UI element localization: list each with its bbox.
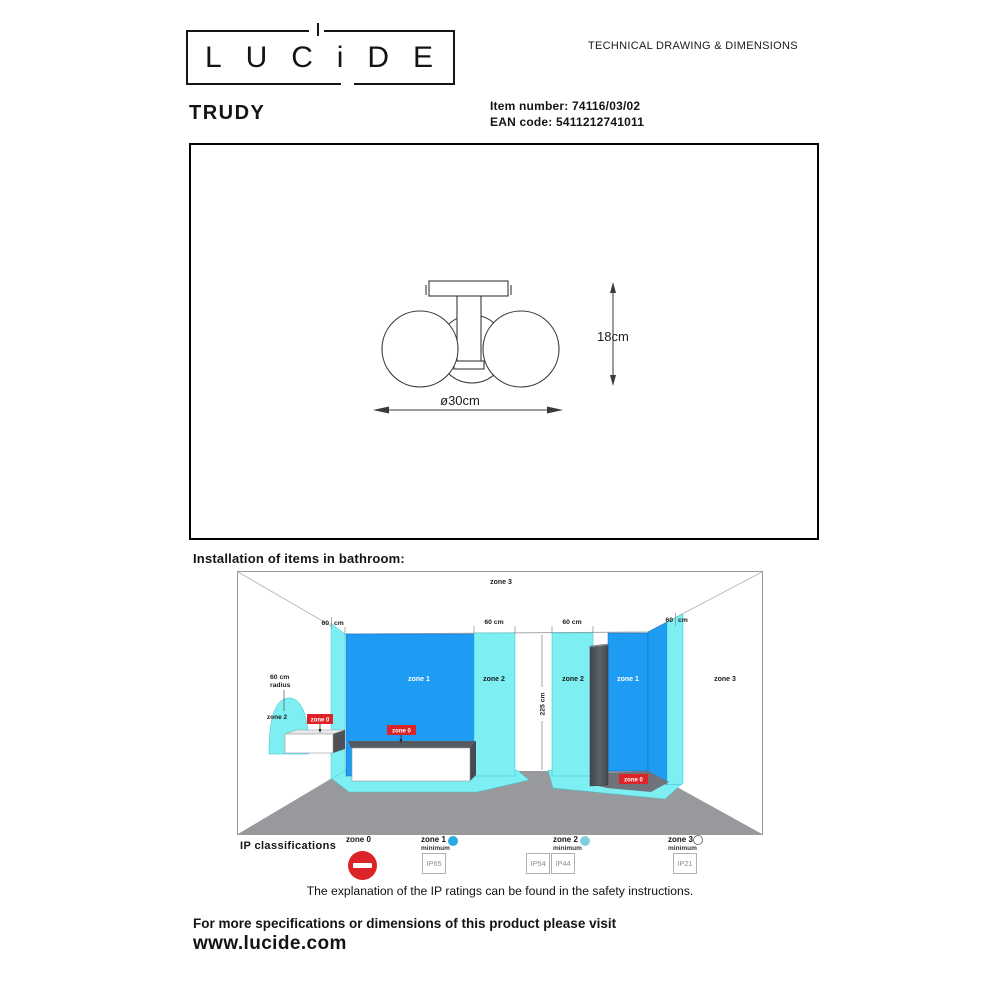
- legend-zone3-label: zone 3: [668, 835, 693, 844]
- zone3-circle-icon: [693, 835, 703, 845]
- bathtub-end-face: [470, 741, 476, 781]
- lucide-logo: [186, 30, 455, 85]
- ip44-rating-box: IP44: [551, 853, 575, 874]
- logo-letter: E: [412, 41, 433, 74]
- ean-value: 5411212741011: [556, 115, 645, 129]
- technical-drawing-panel: [189, 143, 819, 540]
- height-dimension: [597, 282, 629, 386]
- bathroom-section-title: Installation of items in bathroom:: [193, 551, 405, 566]
- ip-ratings-note: The explanation of the IP ratings can be found in the safety instructions.: [306, 884, 694, 898]
- legend-zone1: [420, 835, 490, 881]
- zone1-wall-shower: [608, 633, 648, 771]
- lamp-globe-right: [483, 311, 559, 387]
- bathtub-rim: [348, 741, 476, 748]
- legend-zone3-minimum: minimum: [668, 845, 697, 852]
- legend-zone0: [336, 835, 390, 881]
- item-number-line: [490, 99, 640, 113]
- legend-zone2-label: zone 2: [553, 835, 578, 844]
- no-entry-icon: [348, 851, 377, 880]
- height-225-dimension: [540, 635, 547, 770]
- legend-zone1-minimum: minimum: [421, 845, 450, 852]
- svg-text:zone 0: zone 0: [310, 717, 330, 724]
- zone2-shower-label: zone 2: [562, 676, 584, 683]
- legend-zone2: [525, 835, 615, 881]
- legend-zone0-label: zone 0: [346, 835, 371, 844]
- zone2-wall-bath: [474, 633, 515, 776]
- zone3-wall-label: zone 3: [714, 676, 736, 683]
- dim-60cm-left-a: 60: [321, 620, 329, 627]
- item-number-label: Item number:: [490, 99, 569, 113]
- lucide-website-link[interactable]: www.lucide.com: [193, 933, 347, 954]
- document-title: TECHNICAL DRAWING & DIMENSIONS: [588, 40, 798, 52]
- dim-60cm-bath: 60 cm: [484, 619, 504, 626]
- zone1-right-wall-wrap: [648, 622, 667, 785]
- ip54-rating-box: IP54: [526, 853, 550, 874]
- zone2-bath-label: zone 2: [483, 676, 505, 683]
- logo-letter: L: [205, 41, 222, 74]
- lamp-ceiling-plate: [429, 281, 508, 296]
- ean-label: EAN code:: [490, 115, 553, 129]
- zone3-ceiling-label: zone 3: [490, 579, 512, 586]
- legend-zone2-minimum: minimum: [553, 845, 582, 852]
- lamp-drawing: [191, 145, 817, 538]
- ip-classifications-title: IP classifications: [240, 840, 337, 852]
- washbasin-front: [285, 734, 333, 753]
- lamp-stem: [457, 293, 481, 363]
- zone2-wall-shower: [552, 633, 593, 776]
- zone1-shower-label: zone 1: [617, 676, 639, 683]
- logo-letter: D: [367, 41, 390, 74]
- radius-label-line2: radius: [270, 682, 291, 689]
- radius-label-line1: 60 cm: [270, 674, 290, 681]
- item-number-value: 74116/03/02: [571, 99, 641, 113]
- svg-text:zone 0: zone 0: [392, 728, 411, 735]
- dim-60cm-shower: 60 cm: [562, 619, 582, 626]
- dim-60cm-left-b: cm: [334, 620, 344, 627]
- bathtub-front: [352, 748, 470, 781]
- legend-zone1-label: zone 1: [421, 835, 446, 844]
- svg-text:zone 0: zone 0: [624, 777, 643, 784]
- legend-zone3: [666, 835, 726, 881]
- logo-letter: i: [336, 41, 344, 74]
- dim-225cm-label: 225 cm: [539, 692, 547, 716]
- logo-letter: C: [291, 41, 313, 74]
- ip65-rating-box: IP65: [422, 853, 446, 874]
- washbasin-side-face: [333, 730, 345, 753]
- zone2-basin-label: zone 2: [266, 714, 288, 721]
- bathroom-zones-diagram: [237, 571, 763, 835]
- logo-c-accent-mark: [317, 23, 319, 36]
- dim-60cm-right-b: cm: [678, 617, 688, 624]
- logo-letter: U: [245, 41, 268, 74]
- shower-panel: [590, 644, 608, 786]
- diameter-dimension-label: ø30cm: [440, 393, 480, 408]
- lamp-stem-base: [454, 361, 484, 369]
- ean-line: [490, 115, 644, 129]
- zone0-badge-shower: [619, 774, 648, 784]
- logo-border-notch: [341, 82, 354, 87]
- zone2-right-wall-strip: [667, 614, 683, 785]
- lamp-globe-left: [382, 311, 458, 387]
- product-name: TRUDY: [189, 102, 266, 124]
- diameter-dimension: [373, 393, 563, 414]
- zone2-left-wall-strip: [331, 623, 345, 779]
- zone1-bath-label: zone 1: [408, 676, 430, 683]
- dim-60cm-right-a: 60: [665, 617, 673, 624]
- ip21-rating-box: IP21: [673, 853, 697, 874]
- footer-text: For more specifications or dimensions of this product please visit: [193, 916, 617, 931]
- height-dimension-label: 18cm: [597, 329, 629, 344]
